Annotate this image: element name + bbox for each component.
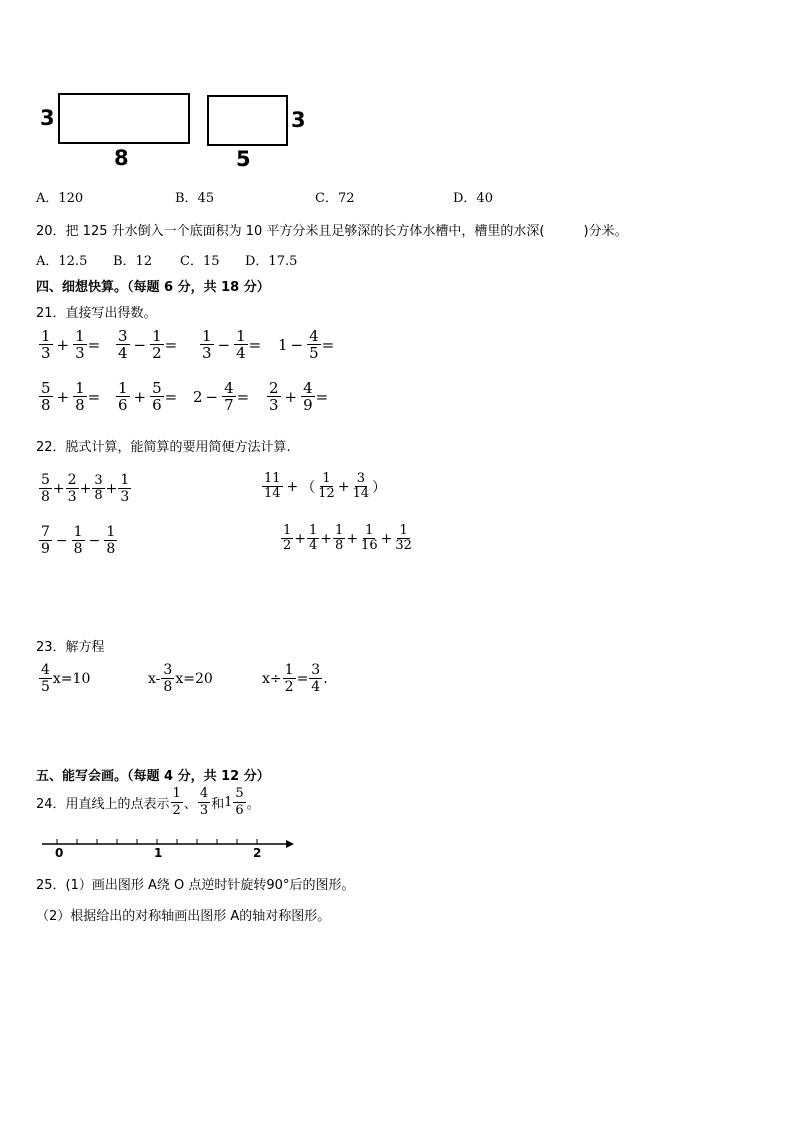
q21-expr-6: $\frac{1}{6}$ + $\frac{5}{6}$ = xyxy=(118,379,178,414)
q25-line-1: 25．(1）画出图形 A绕 O 点逆时针旋转90°后的图形。 xyxy=(36,878,355,893)
q21-expr-4: 1 − $\frac{4}{5}$ = xyxy=(278,327,335,362)
q21-title: 21．直接写出得数。 xyxy=(36,306,157,321)
number-line-arrow xyxy=(286,840,294,848)
q21-expr-7: 2 − $\frac{4}{7}$ = xyxy=(193,379,250,414)
section-4-title: 四、细想快算。（每题 6 分，共 18 分） xyxy=(36,280,270,295)
rect1-width-label: 8 xyxy=(114,146,129,170)
q22-title: 22．脱式计算，能简算的要用简便方法计算. xyxy=(36,440,291,455)
q19-option-a: A．120 xyxy=(36,191,84,206)
q21-expr-8: $\frac{2}{3}$ + $\frac{4}{9}$ = xyxy=(269,379,329,414)
q24-question: 24．用直线上的点表示 $\frac{1}{2}$ 、 $\frac{4}{3}$ 和 1 $\frac{5}{6}$ 。 xyxy=(36,786,260,818)
q21-expr-3: $\frac{1}{3}$ − $\frac{1}{4}$ = xyxy=(202,327,262,362)
q23-equation-3: x÷ $\frac{1}{2}$ = $\frac{3}{4}$ . xyxy=(262,662,328,695)
number-line-label-2: 2 xyxy=(253,846,262,860)
rectangle-2 xyxy=(207,95,288,146)
q20-question: 20．把 125 升水倒入一个底面积为 10 平方分米且足够深的长方体水槽中，槽里的水深( )分米。 xyxy=(36,224,628,239)
number-line xyxy=(38,832,298,862)
q20-option-d: D．17.5 xyxy=(245,254,298,269)
rectangle-1 xyxy=(58,93,190,144)
q23-title: 23．解方程 xyxy=(36,640,105,655)
q21-expr-2: $\frac{3}{4}$ − $\frac{1}{2}$ = xyxy=(118,327,178,362)
q22-expr-1: $\frac{5}{8}$ + $\frac{2}{3}$ + $\frac{3}{8}$ + $\frac{1}{3}$ xyxy=(41,472,130,505)
q21-expr-5: $\frac{5}{8}$ + $\frac{1}{8}$ = xyxy=(41,379,101,414)
q20-option-c: C．15 xyxy=(180,254,220,269)
q19-option-c: C．72 xyxy=(315,191,355,206)
q20-option-a: A．12.5 xyxy=(36,254,88,269)
q23-equation-2: x- $\frac{3}{8}$ x=20 xyxy=(148,662,213,695)
q22-expr-4: $\frac{1}{2}$ + $\frac{1}{4}$ + $\frac{1}{8}$ + $\frac{1}{16}$ + $\frac{1}{32}$ xyxy=(283,523,412,553)
q19-option-b: B．45 xyxy=(175,191,215,206)
rect1-height-label: 3 xyxy=(40,106,55,130)
number-line-label-0: 0 xyxy=(55,846,64,860)
q22-expr-2: $\frac{11}{14}$ + （ $\frac{1}{12}$ + $\frac{3}{14}$ ） xyxy=(264,471,387,501)
q25-line-2: （2）根据给出的对称轴画出图形 A的轴对称图形。 xyxy=(36,909,331,924)
number-line-label-1: 1 xyxy=(154,846,163,860)
q23-equation-1: $\frac{4}{5}$ x=10 xyxy=(41,662,91,695)
q21-expr-1: $\frac{1}{3}$ + $\frac{1}{3}$ = xyxy=(41,327,101,362)
q19-option-d: D．40 xyxy=(453,191,493,206)
q22-expr-3: $\frac{7}{9}$ − $\frac{1}{8}$ − $\frac{1}{8}$ xyxy=(41,524,116,557)
q20-option-b: B．12 xyxy=(113,254,153,269)
rect2-height-label: 3 xyxy=(291,108,306,132)
section-5-title: 五、能写会画。（每题 4 分，共 12 分） xyxy=(36,769,270,784)
rect2-width-label: 5 xyxy=(236,147,251,171)
